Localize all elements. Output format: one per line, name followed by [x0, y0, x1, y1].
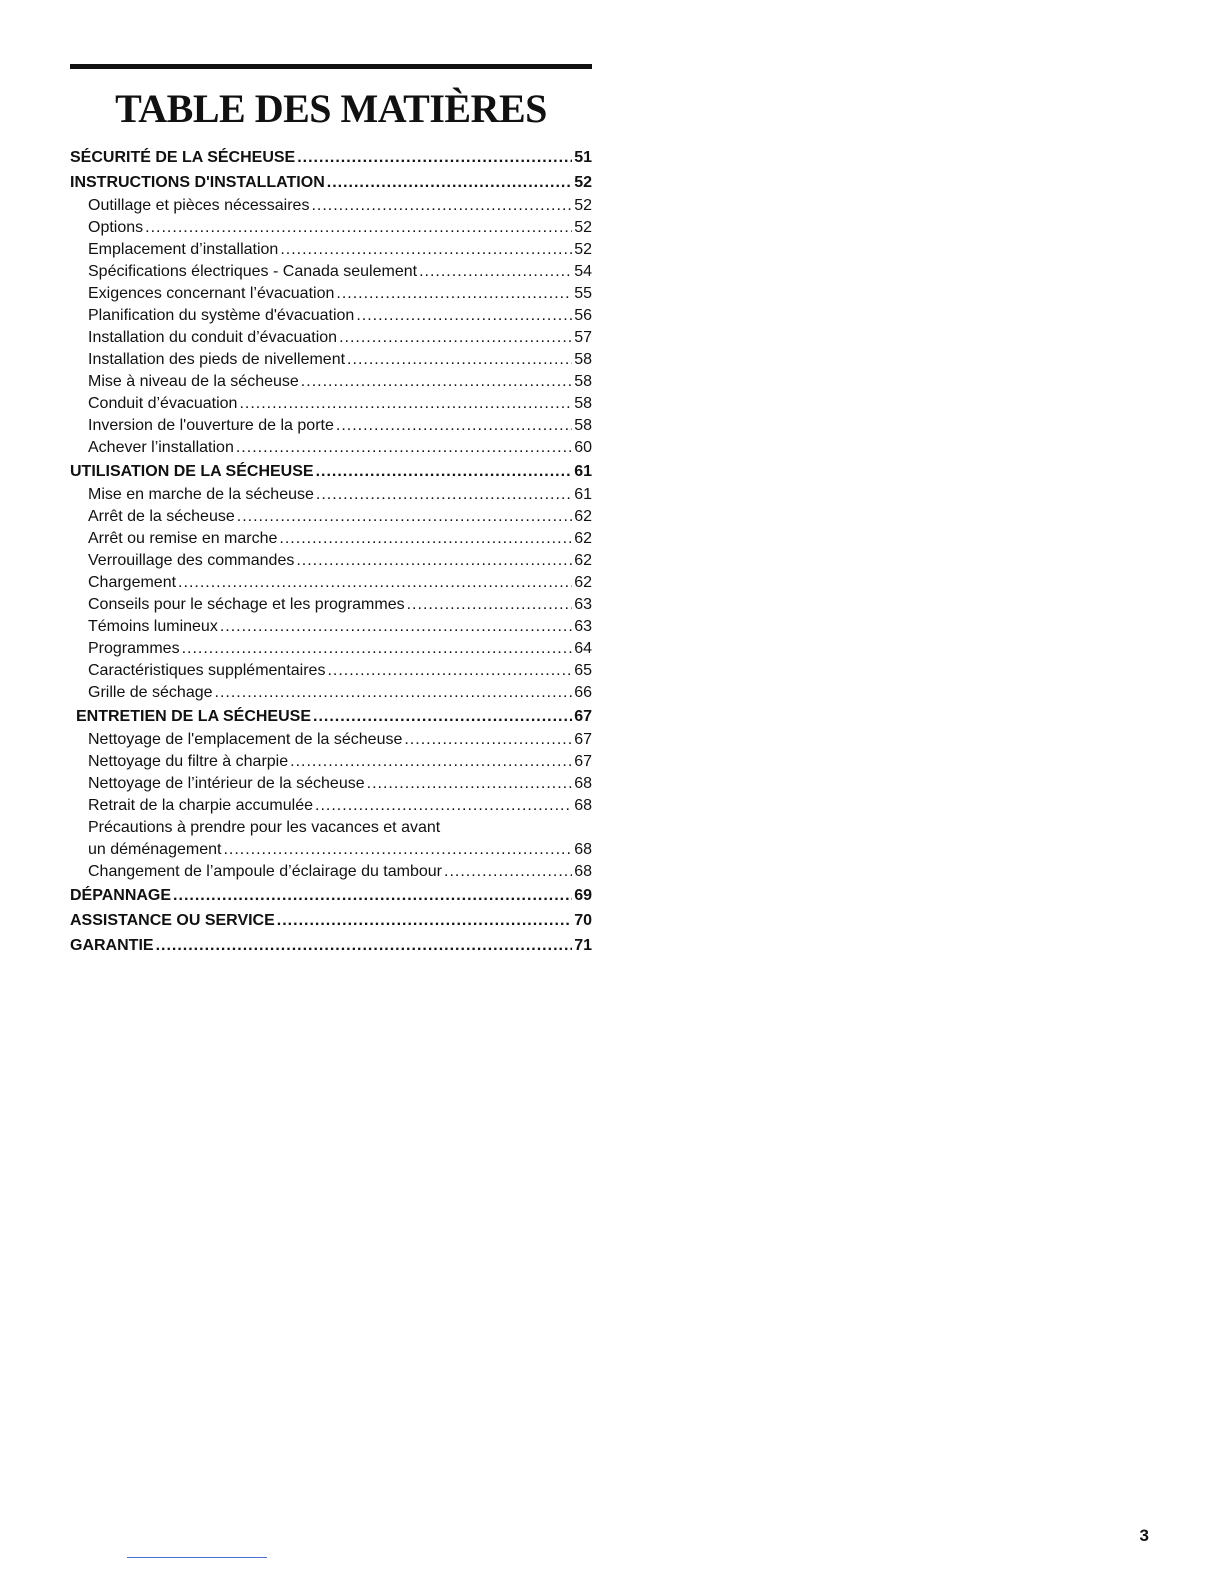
toc-page-number: 68 — [574, 797, 592, 814]
toc-item[interactable] — [70, 773, 592, 795]
dot-leader — [339, 327, 572, 349]
dot-leader — [182, 638, 573, 660]
dot-leader — [313, 704, 572, 729]
toc-item-label: Installation des pieds de nivellement — [88, 351, 346, 368]
toc-item[interactable] — [70, 817, 592, 861]
toc-item[interactable] — [70, 437, 592, 459]
toc-item[interactable] — [70, 795, 592, 817]
toc-page-number: 68 — [574, 775, 592, 792]
dot-leader — [316, 459, 573, 484]
toc-item[interactable] — [70, 572, 592, 594]
toc-section-label: UTILISATION DE LA SÉCHEUSE — [70, 463, 314, 480]
dot-leader — [315, 795, 572, 817]
toc-page-number: 55 — [574, 285, 592, 302]
dot-leader — [407, 594, 573, 616]
dot-leader — [444, 861, 572, 883]
toc-item[interactable] — [70, 239, 592, 261]
toc-section[interactable] — [70, 908, 592, 933]
dot-leader — [336, 283, 572, 305]
toc-item-label: Installation du conduit d’évacuation — [88, 329, 338, 346]
toc-item[interactable] — [70, 660, 592, 682]
toc-page-number: 52 — [574, 197, 592, 214]
toc-item-label: Chargement — [88, 574, 177, 591]
dot-leader — [336, 415, 572, 437]
toc-section-label: GARANTIE — [70, 937, 154, 954]
toc-item-label: Nettoyage de l’intérieur de la sécheuse — [88, 775, 365, 792]
toc-item-label: Conseils pour le séchage et les programmes — [88, 596, 405, 613]
toc-page-number: 67 — [574, 708, 592, 725]
dot-leader — [178, 572, 572, 594]
dot-leader — [290, 751, 572, 773]
dot-leader — [279, 528, 572, 550]
dot-leader — [404, 729, 572, 751]
bottom-link-underline — [127, 1557, 267, 1558]
toc-page-number: 52 — [574, 219, 592, 236]
toc-item-label: Verrouillage des commandes — [88, 552, 295, 569]
toc-page-number: 58 — [574, 395, 592, 412]
toc-page-number: 58 — [574, 417, 592, 434]
toc-item-label: Arrêt ou remise en marche — [88, 530, 278, 547]
toc-item-label: Mise à niveau de la sécheuse — [88, 373, 299, 390]
toc-page-number: 56 — [574, 307, 592, 324]
toc-item[interactable] — [70, 393, 592, 415]
toc-item[interactable] — [70, 195, 592, 217]
toc-item-label-continued: un déménagement — [88, 841, 222, 858]
dot-leader — [215, 682, 573, 704]
toc-item[interactable] — [70, 371, 592, 393]
toc-section[interactable] — [70, 170, 592, 195]
dot-leader — [237, 506, 572, 528]
toc-item-label: Retrait de la charpie accumulée — [88, 797, 314, 814]
toc-item-label: Arrêt de la sécheuse — [88, 508, 235, 525]
toc-page-number: 63 — [574, 618, 592, 635]
dot-leader — [311, 195, 572, 217]
dot-leader — [356, 305, 572, 327]
toc-section-label: ASSISTANCE OU SERVICE — [70, 912, 275, 929]
dot-leader — [156, 933, 573, 958]
toc-item-label: Nettoyage de l'emplacement de la sécheuse — [88, 731, 403, 748]
toc-item-label: Outillage et pièces nécessaires — [88, 197, 310, 214]
dot-leader — [220, 616, 572, 638]
toc-page-number: 62 — [574, 530, 592, 547]
toc-page-number: 60 — [574, 439, 592, 456]
toc-page-number: 62 — [574, 574, 592, 591]
dot-leader — [145, 217, 572, 239]
toc-item[interactable] — [70, 729, 592, 751]
toc-section-label: INSTRUCTIONS D'INSTALLATION — [70, 174, 325, 191]
toc-item[interactable] — [70, 616, 592, 638]
toc-page-number: 58 — [574, 351, 592, 368]
toc-page-number: 61 — [574, 463, 592, 480]
toc-item[interactable] — [70, 751, 592, 773]
toc-item-label: Changement de l’ampoule d’éclairage du tambour — [88, 863, 442, 880]
dot-leader — [327, 170, 572, 195]
toc-page-number: 64 — [574, 640, 592, 657]
table-of-contents — [70, 64, 592, 958]
dot-leader — [327, 660, 572, 682]
toc-page-number: 66 — [574, 684, 592, 701]
toc-item-label: Précautions à prendre pour les vacances et avant — [88, 819, 441, 836]
toc-section[interactable] — [70, 883, 592, 908]
toc-item-label: Mise en marche de la sécheuse — [88, 486, 314, 503]
toc-section[interactable] — [70, 704, 592, 729]
dot-leader — [236, 437, 572, 459]
toc-page-number: 61 — [574, 486, 592, 503]
toc-section-label: DÉPANNAGE — [70, 887, 172, 904]
toc-item-label: Caractéristiques supplémentaires — [88, 662, 326, 679]
toc-page-number: 68 — [574, 863, 592, 880]
toc-page-number: 54 — [574, 263, 592, 280]
toc-section[interactable] — [70, 459, 592, 484]
toc-page-number: 70 — [574, 912, 592, 929]
toc-item[interactable] — [70, 261, 592, 283]
dot-leader — [301, 371, 572, 393]
toc-page-number: 69 — [574, 887, 592, 904]
toc-page-number: 67 — [574, 753, 592, 770]
toc-page-number: 63 — [574, 596, 592, 613]
toc-section[interactable] — [70, 933, 592, 958]
dot-leader — [173, 883, 572, 908]
toc-item[interactable] — [70, 415, 592, 437]
toc-item[interactable] — [70, 283, 592, 305]
toc-section-label: SÉCURITÉ DE LA SÉCHEUSE — [70, 149, 296, 166]
toc-item-label: Planification du système d'évacuation — [88, 307, 355, 324]
toc-item[interactable] — [70, 349, 592, 371]
toc-item-label: Exigences concernant l’évacuation — [88, 285, 335, 302]
dot-leader — [297, 145, 572, 170]
dot-leader — [419, 261, 572, 283]
toc-item[interactable] — [70, 638, 592, 660]
toc-page-number: 67 — [574, 731, 592, 748]
toc-item-label: Conduit d’évacuation — [88, 395, 238, 412]
toc-item-label: Options — [88, 219, 144, 236]
dot-leader — [223, 839, 572, 861]
toc-page-number: 52 — [574, 241, 592, 258]
toc-item-label: Programmes — [88, 640, 180, 657]
toc-section[interactable] — [70, 145, 592, 170]
toc-item-label: Témoins lumineux — [88, 618, 218, 635]
toc-item-label: Emplacement d’installation — [88, 241, 279, 258]
page-title: TABLE DES MATIÈRES — [115, 86, 547, 131]
dot-leader — [277, 908, 572, 933]
toc-item-label: Inversion de l'ouverture de la porte — [88, 417, 334, 434]
toc-item[interactable] — [70, 528, 592, 550]
toc-item[interactable] — [70, 682, 592, 704]
toc-page-number: 62 — [574, 508, 592, 525]
toc-item[interactable] — [70, 327, 592, 349]
toc-item[interactable] — [70, 550, 592, 572]
top-rule — [70, 64, 592, 69]
dot-leader — [367, 773, 573, 795]
toc-page-number: 71 — [574, 937, 592, 954]
dot-leader — [296, 550, 572, 572]
dot-leader — [280, 239, 572, 261]
toc-item[interactable] — [70, 217, 592, 239]
toc-item-line2 — [88, 839, 592, 861]
toc-section-label: ENTRETIEN DE LA SÉCHEUSE — [76, 708, 311, 725]
toc-page-number: 52 — [574, 174, 592, 191]
toc-item[interactable] — [70, 506, 592, 528]
toc-item[interactable] — [70, 484, 592, 506]
toc-item[interactable] — [70, 594, 592, 616]
toc-list — [70, 145, 592, 958]
toc-item[interactable] — [70, 861, 592, 883]
toc-item-label: Spécifications électriques - Canada seulement — [88, 263, 418, 280]
toc-item-label: Achever l’installation — [88, 439, 234, 456]
dot-leader — [347, 349, 572, 371]
page-number: 3 — [1139, 1526, 1149, 1545]
toc-page-number: 58 — [574, 373, 592, 390]
dot-leader — [239, 393, 572, 415]
toc-item-label: Nettoyage du filtre à charpie — [88, 753, 289, 770]
toc-page-number: 68 — [574, 841, 592, 858]
toc-item[interactable] — [70, 305, 592, 327]
toc-item-label: Grille de séchage — [88, 684, 213, 701]
dot-leader — [316, 484, 572, 506]
toc-page-number: 62 — [574, 552, 592, 569]
toc-page-number: 57 — [574, 329, 592, 346]
toc-page-number: 51 — [574, 149, 592, 166]
toc-page-number: 65 — [574, 662, 592, 679]
